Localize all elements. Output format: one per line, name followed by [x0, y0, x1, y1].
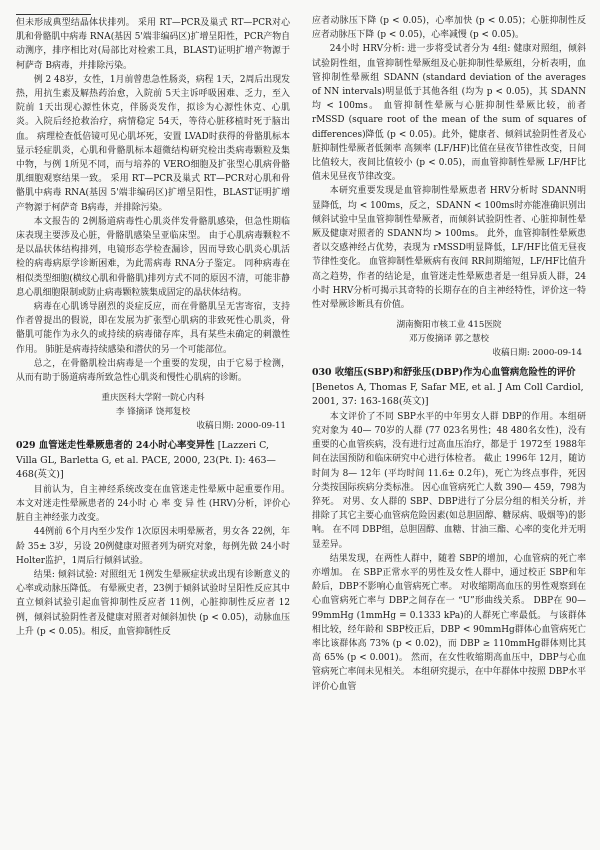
case-2-paragraph: 例 2 48岁，女性，1月前曾患急性肠炎，病程 1天，2周后出现发热，用抗生素及解热药治愈，入院前 5天主诉呼吸困难、乏力，至入院前 1天出现心源性休克，伴肠炎发作，拟诊为心源性休克、心肌炎。入院后经抢救治疗，病情稳定 54天，等待心脏移植时死于脑出血。 病理检查低倍镜可见心肌坏死，安置 LVAD时获得的骨骼肌标本显示轻症肌炎，心肌和骨骼肌标本超微结构研究检出类病毒颗粒及集中物，与例 1所见不同，而与培养的 VERO细胞及扩张型心肌病骨骼肌细胞观察结果一致。 采用 RT—PCR及巢式 RT—PCR对心肌和骨骼肌中病毒 RNA(基因 5'端非编码区)扩增呈阳性，BLAST证明扩增产物源于柯萨奇 B病毒，并排除污染。 [16, 74, 290, 213]
article-030-heading [312, 366, 586, 410]
article-029-reference: [Lazzeri C, Villa GL, Barletta G, et al. PACE, 2000, 23(Pt. I): 463— 468(英文)] [16, 440, 276, 481]
article-029-heading [16, 439, 290, 483]
discussion-paragraph-2: 病毒在心肌诱导剧烈的炎症反应，而在骨骼肌呈无害寄宿，支持作者曾提出的假说，即在发展为扩张型心肌病的非致死性心肌炎，骨骼肌可能作为永久的或持续的病毒储存库，具有某些未确定的刺激性作用。 肺脏是病毒持续感染和潜伏的另一个可能部位。 [16, 302, 290, 355]
article-029-title: 029 血管迷走性晕厥患者的 24小时心率变异性 [16, 440, 215, 452]
summary-paragraph: 总之，在骨骼肌检出病毒是一个重要的发现，由于它易于检测，从而有助于肠道病毒所致急性心肌炎和慢性心肌病的诊断。 [16, 358, 290, 384]
intro-paragraph: 但未形成典型结晶体状排列。 采用 RT—PCR及巢式 RT—PCR对心肌和骨骼肌中病毒 RNA(基因 5'端非编码区)扩增呈阳性，PCR产物自动测序，排序相比对(局部比对检索工具，BLAST)证明扩增产物源于柯萨奇 B病毒，并排除污染。 [16, 18, 290, 71]
continued-paragraph: 应者动脉压下降 (p < 0.05)，心率加快 (p < 0.05)；心脏抑制性反应者动脉压下降 (p < 0.05)，心率减慢 (p < 0.05)。 [312, 16, 586, 41]
article-030-reference: [Benetos A, Thomas F, Safar ME, et al. J Am Coll Cardiol, 2001, 37: 163-168(英文)] [312, 381, 584, 408]
hrv-results-paragraph: 24小时 HRV分析: 进一步将受试者分为 4组: 健康对照组，倾斜试验阴性组，血管抑制性晕厥组及心脏抑制性晕厥组，分析表明，血管抑制性晕厥组 SDANN (standard deviation of the averages of NN intervals)明显低于其他各组 (均为 p < 0.05)，其 SDANN均 < 100ms。 血管抑制性晕厥与心脏抑制性晕厥比较，前者 rMSSD (square root of the mean of the sum of squares of differences)降低 (p < 0.05)。此外，健康者、倾斜试验阴性者及心脏抑制性晕厥者低频率 高频率 (LF/HF)比值在昼夜节律性改变，日间比值较大，夜间比值较小 (p < 0.05)，而血管抑制性晕厥 LF/HF比值未见昼夜节律改变。 [312, 44, 586, 183]
article-029-objective: 目前认为，自主神经系统改变在血管迷走性晕厥中起重要作用。本文对迷走性晕厥患者的 24小时 心 率 变 异 性 (HRV)分析，评价心脏自主神经张力改变。 [16, 484, 290, 524]
article-029-methods: 44例前 6个月内至少发作 1次原因未明晕厥者，男女各 22例，年龄 35± 3岁，另设 20例健康对照者列为研究对象，每例先做 24小时 Holter监护，1周后行倾斜试验。 [16, 527, 290, 566]
left-column [16, 14, 290, 639]
article-029-results: 结果: 倾斜试验: 对照组无 1例发生晕厥症状或出现有诊断意义的心率或动脉压降低。 有晕厥史者，23例于倾斜试验时呈阳性反应其中直立倾斜试验引起血管抑制性反应者 11例，心脏抑制性反应者 12例，倾斜试验阴性者及健康对照者对倾斜加快 (p < 0.05)，动脉血压上升 (p < 0.05)。相反，血管抑制性反 [16, 570, 290, 637]
conclusion-paragraph: 本研究重要发现是血管抑制性晕厥患者 HRV分析时 SDANN明显降低，均 < 100ms，反之，SDANN < 100ms时亦能准确识别出倾斜试验中呈血管抑制性晕厥者，而倾斜试验阴性者、心脏抑制性晕厥及健康对照者的 SDANN均 > 100ms。 此外，血管抑制性晕厥患者以交感神经占优势，表现为 rMSSD明显降低，LF/HF比值无昼夜节律性变化。 血管抑制性晕厥病有夜间 RR间期缩短，LF/HF比值升高之趋势，作者的结论是，血管迷走性晕厥患者是一组异质人群，24小时 HRV分析可揭示其奇特的长期存在的自主神经特性，评价这一特性对晕厥诊断具有价值。 [312, 186, 586, 311]
header-rule [16, 14, 91, 15]
article-030-title: 030 收缩压(SBP)和舒张压(DBP)作为心血管病危险性的评价 [312, 367, 576, 379]
translators-1: 李 锋摘译 饶邦复校 [115, 407, 191, 418]
article-030-results: 结果发现，在两性人群中，随着 SBP的增加，心血管病的死亡率亦增加。 在 SBP正常水平的男性及女性人群中，通过校正 SBP和年龄后，DBP不影响心血管病死亡率。 对收缩期高血压的男性观察到在心血管病死亡率与 DBP之间存在一 “U”形曲线关系。 DBP在 90— 99mmHg (1mmHg = 0.1333 kPa)的人群死亡率最低。 与该群体相比较，经年龄和 SBP校正后，DBP < 90mmHg群体心血管病死亡率比该群体高 73% (p < 0.02)，而 DBP ≥ 110mmHg群体则比其高 65% (p < 0.001)。 然而，在女性收缩期高血压中，DBP与心血管病死亡率间未见相关。 本组研究提示，在中年群体中按照 DBP水平评价心血管 [312, 553, 586, 692]
affiliation-2: 湖南衡阳市核工业 415医院 [396, 320, 502, 331]
article-030-objective: 本文评价了不同 SBP水平的中年男女人群 DBP的作用。本组研究对象为 40— 70岁的人群 (77 023名男性；48 480名女性)，没有重要的心血管疾病，没有进行过高血压治疗，都是于 1972至 1988年间在法国预防和临床研究中心进行体检者。 截止 1996年 12月，随访时间为 8— 12年 (平均时间 11.6± 0.2年)，死亡为终点事件，死因分类按国际疾病分类标准。 因心血管病死亡人数 390— 459，798为猝死。 对男、女人群的 SBP、DBP进行了分层分组的相关分析，并排除了其它主要心血管病危险因素(如总胆固醇、糖尿病、吸烟等)的影响。 在不同 DBP组，总胆固醇、血糖、甘油三酯、心率的变化并无明显差异。 [312, 411, 586, 550]
right-column [312, 14, 586, 694]
affiliation-1: 重庆医科大学附一院心内科 [101, 393, 205, 404]
received-date-2: 收稿日期: 2000-09-14 [492, 348, 582, 359]
translators-2: 邓万俊摘译 郭之慧校 [408, 334, 490, 345]
received-date-1: 收稿日期: 2000-09-11 [196, 421, 286, 432]
discussion-paragraph-1: 本文报告的 2例肠道病毒性心肌炎伴发骨骼肌感染，但急性期临床表现主要涉及心脏，骨骼肌感染呈亚临床型。 由于心肌病毒颗粒不是以晶状体结构排列，电镜形态学检查漏诊，因而导致心肌炎心肌活检的病毒病原学诊断困难，为此需病毒 RNA分子鉴定。 同种病毒在相似类型细胞(横纹心肌和骨骼肌)排列方式不同的原因不清，可能非静息心肌细胞限制或防止病毒颗粒簇集成固定的晶状体结构。 [16, 216, 290, 298]
